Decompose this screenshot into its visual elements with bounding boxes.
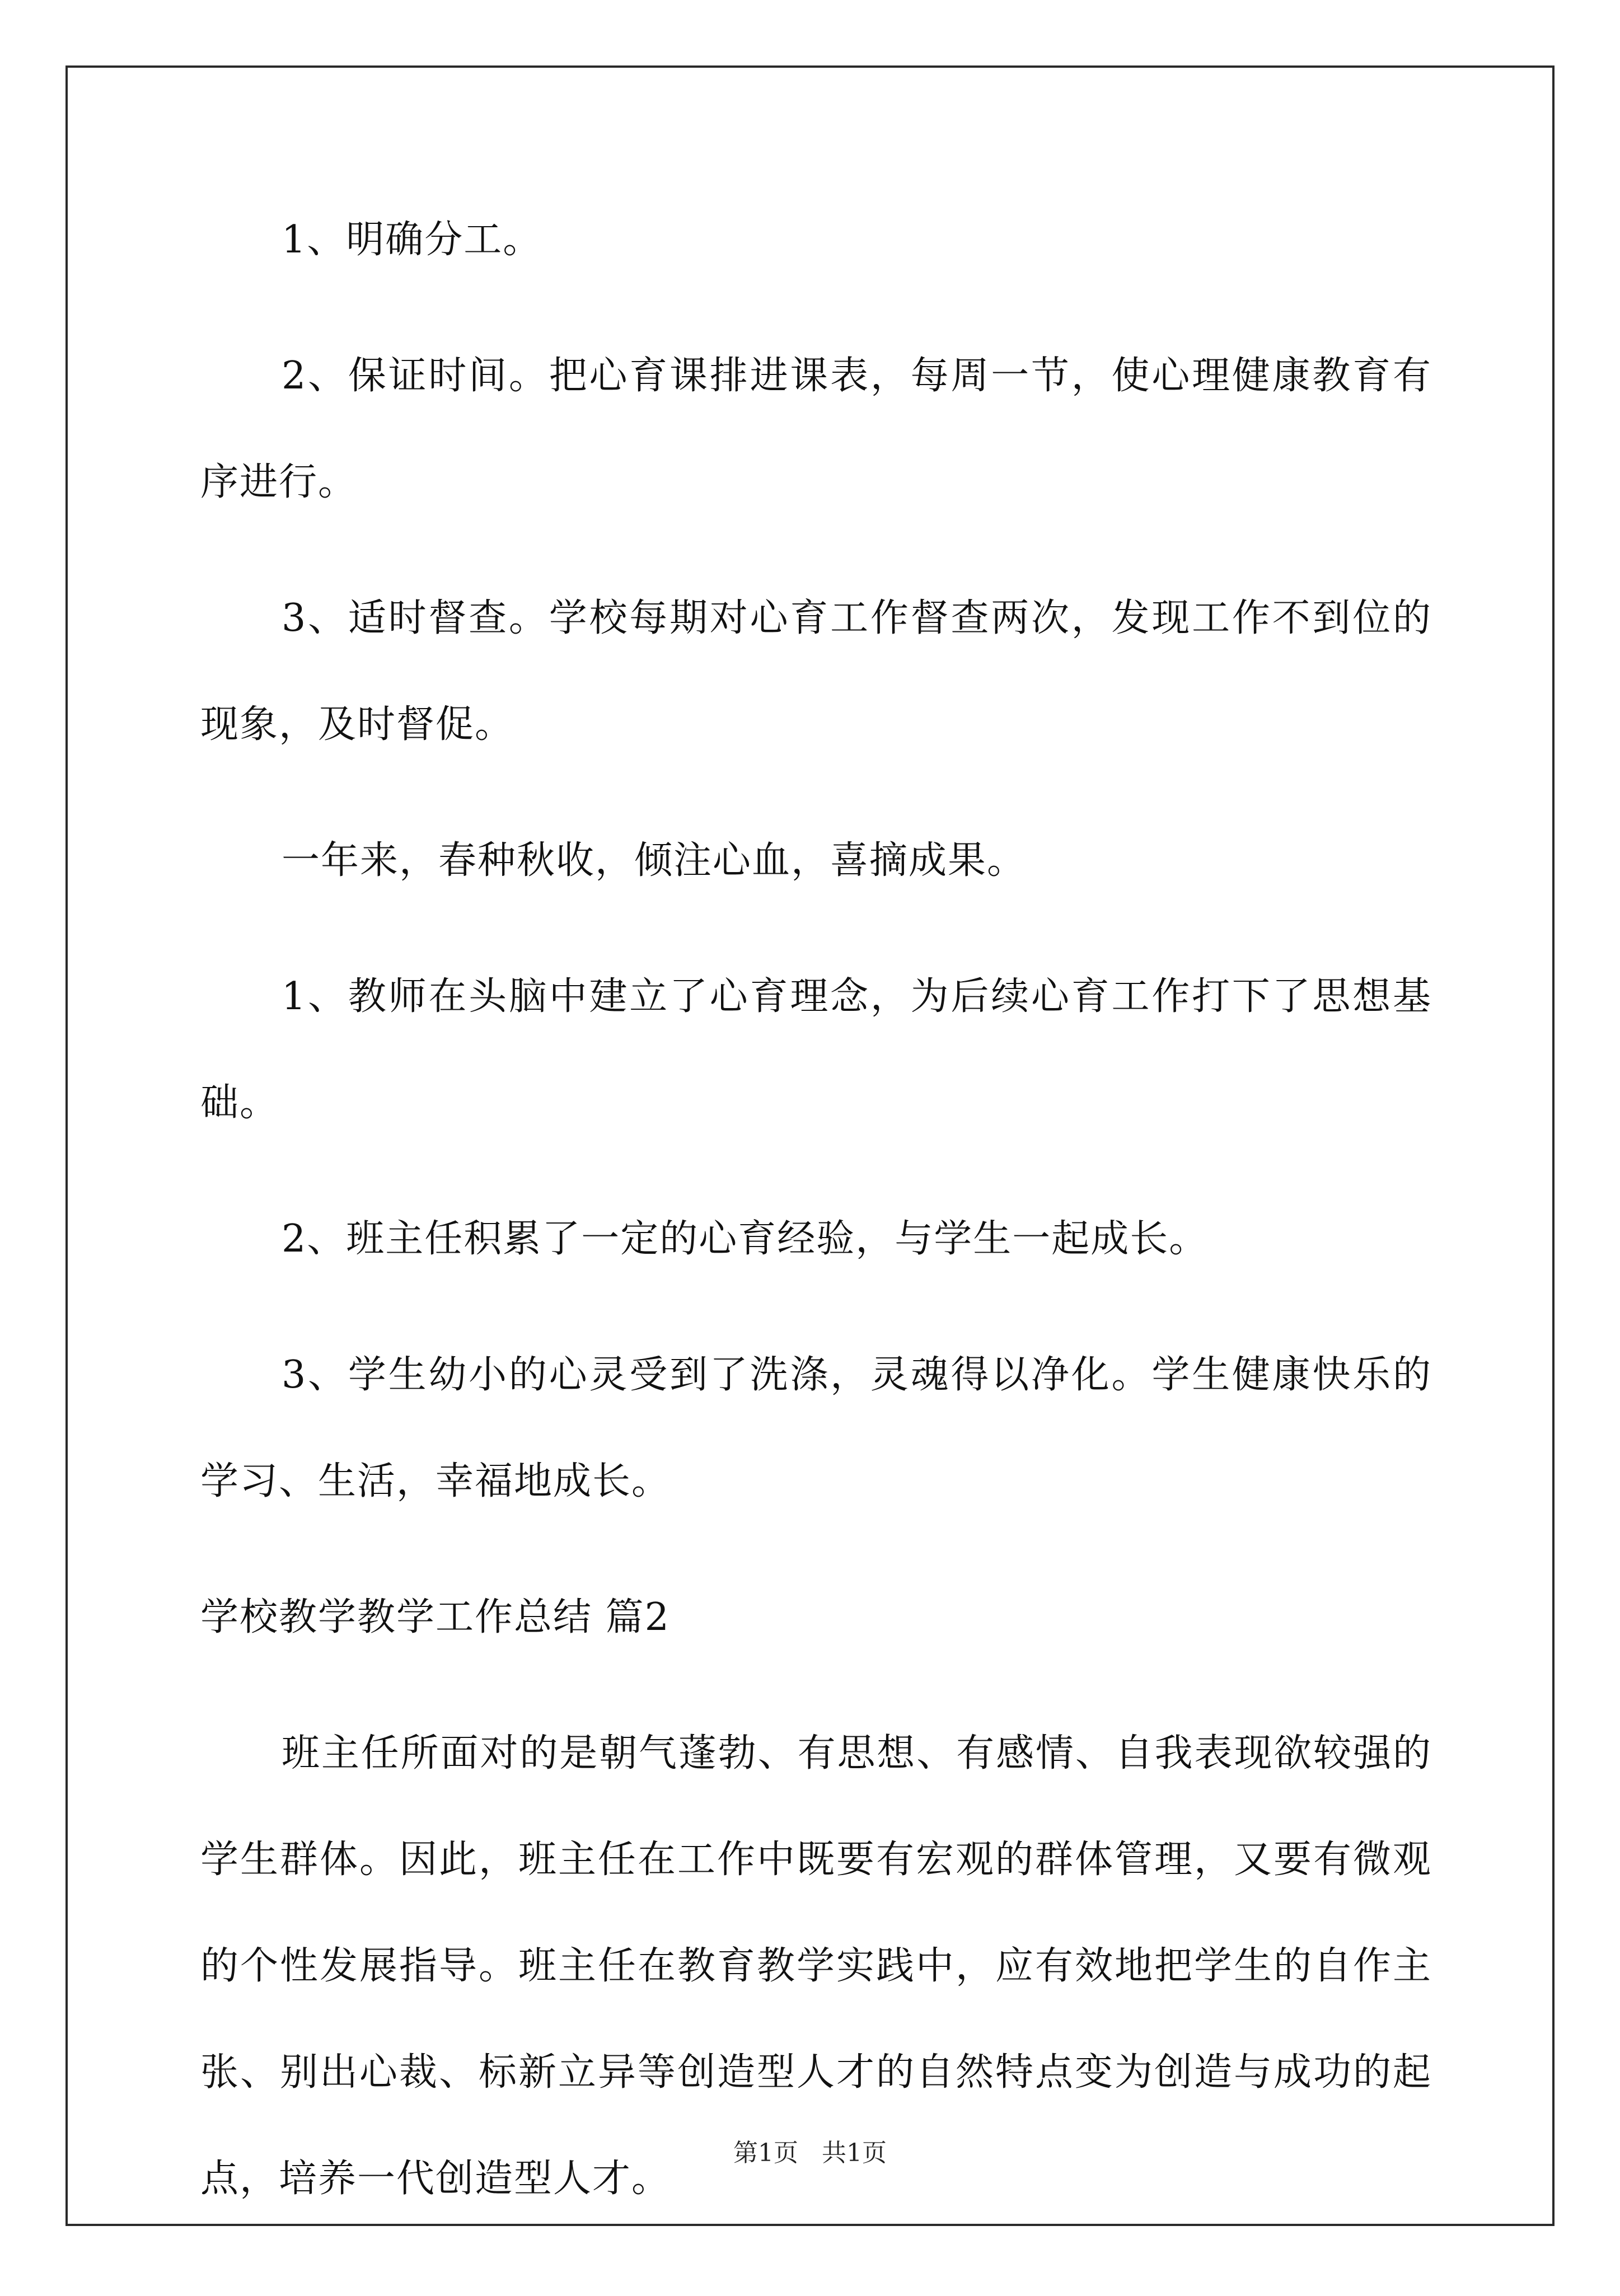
paragraph-teacher-concept: 1、教师在头脑中建立了心育理念，为后续心育工作打下了思想基础。 bbox=[200, 974, 1432, 1125]
paragraph-student-growth: 3、学生幼小的心灵受到了洗涤，灵魂得以净化。学生健康快乐的学习、生活，幸福地成长。 bbox=[200, 1353, 1432, 1503]
document-body bbox=[200, 218, 1432, 2296]
paragraph-year-summary: 一年来，春种秋收，倾注心血，喜摘成果。 bbox=[282, 838, 1027, 883]
page-number-current: 第1页 bbox=[733, 2139, 798, 2167]
page-footer bbox=[0, 2133, 1620, 2168]
paragraph-guarantee-time: 2、保证时间。把心育课排进课表，每周一节，使心理健康教育有序进行。 bbox=[200, 354, 1432, 504]
paragraph-division-of-labor: 1、明确分工。 bbox=[282, 218, 542, 262]
paragraph-head-teacher-experience: 2、班主任积累了一定的心育经验，与学生一起成长。 bbox=[282, 1217, 1209, 1261]
paragraph-timely-inspection: 3、适时督查。学校每期对心育工作督查两次，发现工作不到位的现象，及时督促。 bbox=[200, 596, 1432, 747]
paragraph-head-teacher-role: 班主任所面对的是朝气蓬勃、有思想、有感情、自我表现欲较强的学生群体。因此，班主任在工作中既要有宏观的群体管理，又要有微观的个性发展指导。班主任在教育教学实践中，应有效地把学生的自作主张、别出心裁、标新立异等创造型人才的自然特点变为创造与成功的起点，培养一代创造型人才。 bbox=[200, 1731, 1432, 2201]
page-number-total: 共1页 bbox=[822, 2139, 887, 2167]
section-heading: 学校教学教学工作总结 篇2 bbox=[200, 1595, 670, 1639]
